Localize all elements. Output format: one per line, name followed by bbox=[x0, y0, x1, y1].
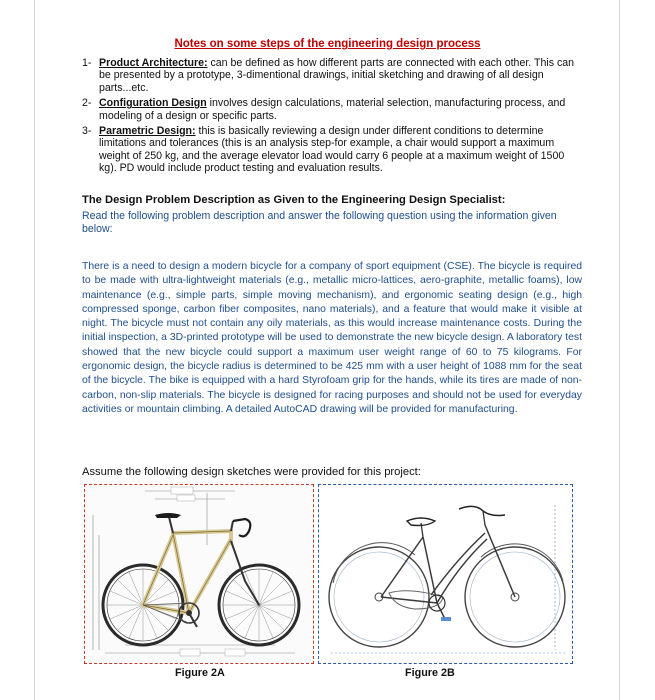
city-bike-sketch bbox=[319, 485, 572, 663]
step-description: can be defined as how different parts are connected with each other. This can be presented by a prototype, 3-dimentional drawings, initial sketching and drawing of all design parts...etc. bbox=[99, 57, 575, 94]
figure-2a bbox=[84, 484, 314, 664]
step-number: 1- bbox=[82, 57, 92, 69]
design-steps-list bbox=[82, 57, 582, 178]
step-key: Configuration Design bbox=[99, 97, 207, 110]
road-bike-drawing bbox=[85, 485, 313, 663]
page-title: Notes on some steps of the engineering design process bbox=[174, 38, 481, 50]
step-number: 3- bbox=[82, 125, 92, 138]
step-item bbox=[82, 97, 582, 122]
section-title: The Design Problem Description as Given to the Engineering Design Specialist: bbox=[82, 194, 506, 206]
step-description: this is basically reviewing a design under different conditions to determine limitations and tolerances (this is an analysis step-for example, a chair would support a maximum weight of 250 kg, and the average elevator load would carry 6 people at a maximum weight of 1500 kg). PD would include product testing and evaluation results. bbox=[99, 125, 565, 175]
step-key: Parametric Design: bbox=[99, 125, 196, 138]
figure-2b bbox=[318, 484, 573, 664]
step-number: 2- bbox=[82, 97, 92, 110]
assume-sketches-text: Assume the following design sketches were provided for this project: bbox=[82, 466, 421, 478]
figure-2a-caption: Figure 2A bbox=[175, 667, 225, 679]
step-item bbox=[82, 125, 582, 175]
problem-description: There is a need to design a modern bicycle for a company of sport equipment (CSE). The bicycle is required to be made with ultra-lightweight materials (e.g., metallic micro-lattices, aero-graphite, metallic foams), low maintenance (e.g., simple parts, simple moving mechanism), and ergonomic seating design (e.g., high compressed sponge, carbon fiber composites, nano materials), and a feature that would make it visible at night. The bicycle must not contain any oily materials, as this would increase maintenance costs. During the initial inspection, a 3D-printed prototype will be used to demonstrate the new bicycle design. A laboratory test showed that the new bicycle could support a maximum user weight range of 60 to 75 kilograms. For ergonomic design, the bicycle radius is determined to be 425 mm with a user height of 1088 mm for the seat of the bicycle. The bike is equipped with a hard Styrofoam grip for the hands, while its tires are made of non-carbon, non-slip materials. The bicycle is designed for racing purposes and should not be used for everyday activities or mountain climbing. A detailed AutoCAD drawing will be provided for manufacturing. bbox=[82, 261, 582, 415]
step-description: involves design calculations, material selection, manufacturing process, and modeling of a design or specific parts. bbox=[99, 97, 566, 122]
step-item bbox=[82, 57, 582, 94]
instruction-text: Read the following problem description and answer the following question using the information given below: bbox=[82, 210, 557, 235]
step-key: Product Architecture: bbox=[99, 57, 208, 69]
figure-2b-caption: Figure 2B bbox=[405, 667, 455, 679]
